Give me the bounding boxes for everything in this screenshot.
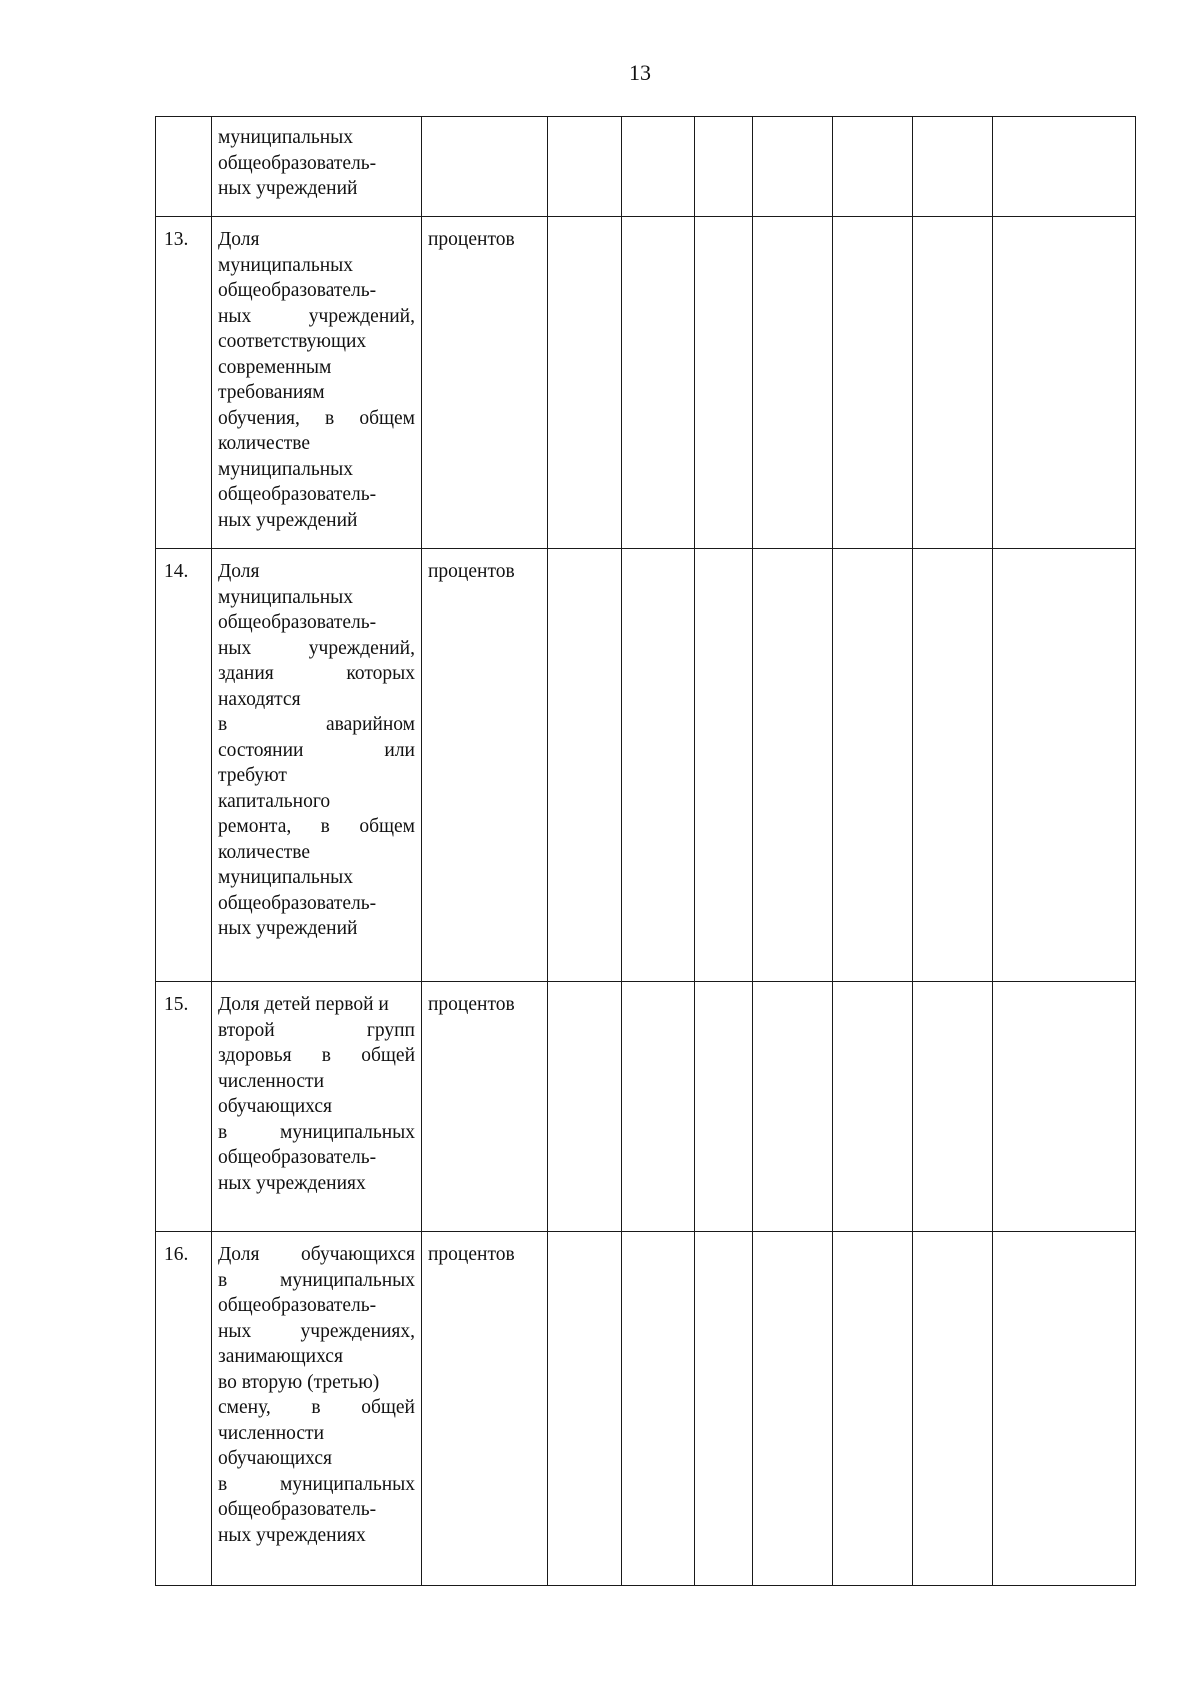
value-cell bbox=[753, 549, 833, 982]
value-cell bbox=[753, 982, 833, 1232]
description-line: ных учреждений bbox=[218, 509, 358, 531]
description-line: Доля bbox=[218, 229, 260, 250]
description-line: муниципальных bbox=[218, 254, 354, 276]
number-cell bbox=[156, 117, 212, 217]
description-line: в аварийном bbox=[218, 714, 415, 735]
indicators-table-wrapper bbox=[155, 116, 1135, 1586]
value-cell bbox=[833, 549, 913, 982]
row-number: 15. bbox=[156, 982, 212, 1232]
value-cell bbox=[695, 217, 753, 549]
description-line: находятся bbox=[218, 688, 301, 710]
description-line: численности bbox=[218, 1422, 325, 1444]
description-line: общеобразователь- bbox=[218, 612, 377, 633]
unit-cell: процентов bbox=[422, 217, 548, 549]
value-cell bbox=[993, 1232, 1136, 1586]
table-row-15 bbox=[156, 982, 1136, 1232]
description-cell bbox=[212, 1232, 422, 1586]
description-line: в муниципальных bbox=[218, 1269, 415, 1291]
description-line: капитального bbox=[218, 790, 331, 812]
value-cell bbox=[833, 1232, 913, 1586]
description-line: общеобразователь- bbox=[218, 1295, 377, 1316]
value-cell bbox=[753, 1232, 833, 1586]
description-line: общеобразователь- bbox=[218, 1147, 377, 1168]
description-cell bbox=[212, 117, 422, 217]
description-line: Доля детей первой и bbox=[218, 994, 389, 1015]
description-line: муниципальных bbox=[218, 458, 354, 480]
value-cell bbox=[993, 217, 1136, 549]
description-line: здания которых bbox=[218, 663, 415, 684]
value-cell bbox=[622, 982, 695, 1232]
description-line: обучающихся bbox=[218, 1096, 332, 1117]
description-line: общеобразователь- bbox=[218, 152, 377, 174]
value-cell bbox=[753, 117, 833, 217]
description-line: обучающихся bbox=[218, 1448, 332, 1469]
value-cell bbox=[993, 117, 1136, 217]
value-cell bbox=[622, 117, 695, 217]
description-line: ных учреждений, bbox=[218, 305, 415, 327]
description-line: Доля обучающихся bbox=[218, 1244, 415, 1265]
table-row-16 bbox=[156, 1232, 1136, 1586]
description-line: в муниципальных bbox=[218, 1473, 415, 1495]
description-line: занимающихся bbox=[218, 1346, 343, 1367]
row-number: 16. bbox=[156, 1232, 212, 1586]
description-line: состоянии или bbox=[218, 739, 415, 761]
description-line: во вторую (третью) bbox=[218, 1371, 380, 1393]
description-line: здоровья в общей bbox=[218, 1045, 415, 1066]
value-cell bbox=[622, 1232, 695, 1586]
value-cell bbox=[548, 982, 622, 1232]
value-cell bbox=[548, 117, 622, 217]
value-cell bbox=[913, 217, 993, 549]
value-cell bbox=[833, 217, 913, 549]
description-line: требованиям bbox=[218, 382, 325, 403]
value-cell bbox=[695, 117, 753, 217]
table-row-continuation bbox=[156, 117, 1136, 217]
description-cell bbox=[212, 217, 422, 549]
value-cell bbox=[622, 217, 695, 549]
unit-cell: процентов bbox=[422, 982, 548, 1232]
value-cell bbox=[833, 117, 913, 217]
value-cell bbox=[695, 982, 753, 1232]
value-cell bbox=[548, 549, 622, 982]
indicators-table bbox=[155, 116, 1136, 1586]
description-cell bbox=[212, 549, 422, 982]
description-line: ных учреждений, bbox=[218, 637, 415, 659]
description-line: муниципальных bbox=[218, 127, 354, 148]
description-line: ных учреждениях bbox=[218, 1172, 366, 1194]
description-line: ных учреждениях, bbox=[218, 1320, 415, 1342]
value-cell bbox=[753, 217, 833, 549]
description-line: общеобразователь- bbox=[218, 280, 377, 301]
description-line: ных учреждений bbox=[218, 178, 358, 199]
value-cell bbox=[833, 982, 913, 1232]
value-cell bbox=[695, 549, 753, 982]
description-line: требуют bbox=[218, 765, 287, 786]
value-cell bbox=[622, 549, 695, 982]
value-cell bbox=[913, 549, 993, 982]
value-cell bbox=[913, 982, 993, 1232]
description-line: соответствующих bbox=[218, 331, 367, 352]
description-line: общеобразователь- bbox=[218, 892, 377, 914]
description-line: общеобразователь- bbox=[218, 484, 377, 505]
value-cell bbox=[913, 117, 993, 217]
description-line: муниципальных bbox=[218, 586, 354, 608]
description-line: смену, в общей bbox=[218, 1397, 415, 1418]
description-line: общеобразователь- bbox=[218, 1499, 377, 1520]
value-cell bbox=[695, 1232, 753, 1586]
description-line: количестве bbox=[218, 433, 311, 454]
description-line: муниципальных bbox=[218, 867, 354, 888]
description-line: ных учреждениях bbox=[218, 1524, 366, 1546]
description-cell bbox=[212, 982, 422, 1232]
value-cell bbox=[548, 217, 622, 549]
page-number: 13 bbox=[629, 60, 651, 85]
description-line: второй групп bbox=[218, 1019, 415, 1041]
value-cell bbox=[913, 1232, 993, 1586]
description-line: в муниципальных bbox=[218, 1121, 415, 1143]
value-cell bbox=[993, 982, 1136, 1232]
description-line: ремонта, в общем bbox=[218, 816, 415, 837]
unit-cell bbox=[422, 117, 548, 217]
description-line: обучения, в общем bbox=[218, 407, 415, 429]
description-line: современным bbox=[218, 356, 332, 378]
unit-cell: процентов bbox=[422, 1232, 548, 1586]
value-cell bbox=[993, 549, 1136, 982]
description-line: численности bbox=[218, 1070, 325, 1092]
table-row-13 bbox=[156, 217, 1136, 549]
value-cell bbox=[548, 1232, 622, 1586]
description-line: Доля bbox=[218, 561, 260, 582]
row-number: 14. bbox=[156, 549, 212, 982]
description-line: ных учреждений bbox=[218, 918, 358, 939]
unit-cell: процентов bbox=[422, 549, 548, 982]
row-number: 13. bbox=[156, 217, 212, 549]
table-row-14 bbox=[156, 549, 1136, 982]
description-line: количестве bbox=[218, 841, 311, 863]
